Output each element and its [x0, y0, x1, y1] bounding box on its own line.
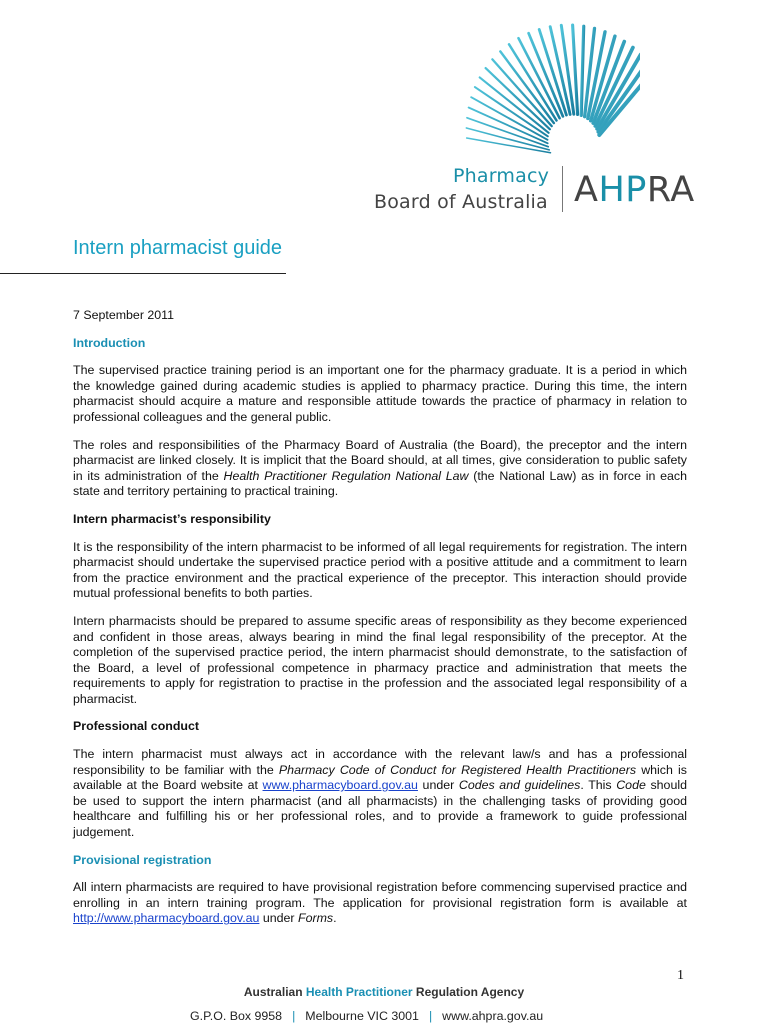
ahpra-letter-a: A: [574, 170, 599, 210]
footer-address-city: Melbourne VIC 3001: [305, 1009, 419, 1023]
intro-paragraph-1: The supervised practice training period is an important one for the pharmacy graduate. It is a period in which the knowledge gained during academic studies is applied to pharmacy practice. During this time, the intern pharmacist should acquire a mature and responsible attitude towards the practice of pharmacy in relation to professional colleagues and the general public.: [73, 363, 687, 424]
heading-professional-conduct: Professional conduct: [73, 719, 199, 734]
document-body: [73, 308, 687, 939]
responsibility-paragraph-2: Intern pharmacists should be prepared to assume specific areas of responsibility as they become experienced and confident in those areas, always bearing in mind the final legal responsibility of the preceptor. At the completion of the supervised practice period, the intern pharmacist should demonstrate, to the satisfaction of the Board, a level of professional competence in pharmacy practice and administration that meets the requirements to apply for registration to practise in the profession and the associated legal responsibility of a pharmacist.: [73, 613, 687, 706]
footer-address-box: G.P.O. Box 9958: [190, 1009, 283, 1023]
logo-fan-ray: [469, 108, 548, 144]
intro-paragraph-2: [73, 438, 687, 500]
ahpra-letters-ra: RA: [646, 170, 695, 210]
footer-website: www.ahpra.gov.au: [442, 1009, 544, 1023]
logo-fan-ray: [500, 51, 554, 123]
conduct-text-a: The intern pharmacist must always act in accordance with the relevant law/s and has a professional responsibility to be familiar with the: [73, 747, 687, 777]
logo-fan-ray: [581, 26, 584, 115]
footer-agency-b: Regulation Agency: [412, 985, 525, 999]
heading-responsibility: Intern pharmacist’s responsibility: [73, 511, 271, 526]
provisional-text-b: under: [259, 911, 298, 926]
document-date: 7 September 2011: [73, 308, 175, 322]
logo-fan-ray: [475, 87, 548, 136]
conduct-paragraph: [73, 747, 687, 841]
conduct-text-d: . This: [580, 778, 617, 793]
logo-board-text: Board of Australia: [374, 191, 548, 213]
ahpra-logo: [574, 170, 695, 210]
conduct-text-c: under: [417, 778, 459, 793]
conduct-text-e: should be used to support the intern pharmacist (and all pharmacists) in the challenging tasks of providing good healthcare and fulfilling his or her professional roles, and to provide a framework to guide professional judgement.: [73, 778, 687, 840]
provisional-paragraph: [73, 880, 687, 927]
logo-pharmacy-text: Pharmacy: [453, 165, 550, 187]
page-number: 1: [677, 968, 684, 983]
heading-introduction: Introduction: [73, 335, 146, 350]
footer-agency-a: Australian: [243, 985, 306, 999]
intro-p2-law-name: Health Practitioner Regulation National Law: [223, 468, 469, 483]
footer-agency-highlight: Health Practitioner: [305, 985, 413, 999]
ahpra-letters-hp: HP: [598, 170, 647, 210]
logo-fan-ray: [467, 138, 551, 153]
logo-divider: [562, 166, 563, 212]
conduct-code-word: Code: [616, 778, 646, 793]
logo-fan-ray: [480, 77, 549, 132]
footer-contact: [190, 1009, 543, 1023]
document-title: Intern pharmacist guide: [73, 237, 283, 259]
provisional-forms: Forms: [298, 911, 334, 926]
pharmacyboard-http-link[interactable]: http://www.pharmacyboard.gov.au: [73, 911, 260, 926]
intro-p2-text-b: (the National Law) as in force in each state and territory pertaining to practical training.: [73, 468, 687, 499]
footer-separator: |: [428, 1009, 433, 1023]
title-underline: [0, 273, 286, 274]
conduct-text-b: which is available at the Board website at: [73, 762, 687, 793]
conduct-code-name: Pharmacy Code of Conduct for Registered Health Practitioners: [278, 762, 637, 777]
heading-provisional-registration: Provisional registration: [73, 852, 212, 867]
conduct-codes-guidelines: Codes and guidelines: [458, 778, 581, 793]
pharmacyboard-link[interactable]: www.pharmacyboard.gov.au: [262, 778, 418, 793]
footer-agency-name: [0, 985, 768, 999]
intro-p2-text-a: The roles and responsibilities of the Pharmacy Board of Australia (the Board), the preceptor and the intern pharmacist are linked closely. It is implicit that the Board should, at all times, give consideration to public safety in its administration of the: [73, 437, 687, 483]
footer-separator: |: [292, 1009, 296, 1023]
logo-fan-graphic: [440, 18, 640, 168]
provisional-text-a: All intern pharmacists are required to have provisional registration before commencing supervised practice and enrolling in an intern training program. The application for provisional registration form is available at: [73, 880, 687, 910]
provisional-text-c: .: [333, 911, 337, 926]
responsibility-paragraph-1: It is the responsibility of the intern pharmacist to be informed of all legal requirements for registration. The intern pharmacist should undertake the supervised practice period with a positive attitude and a commitment to learn from the practice environment and the practical experience of the preceptor. This interaction should provide mutual professional benefits to both parties.: [73, 539, 687, 601]
